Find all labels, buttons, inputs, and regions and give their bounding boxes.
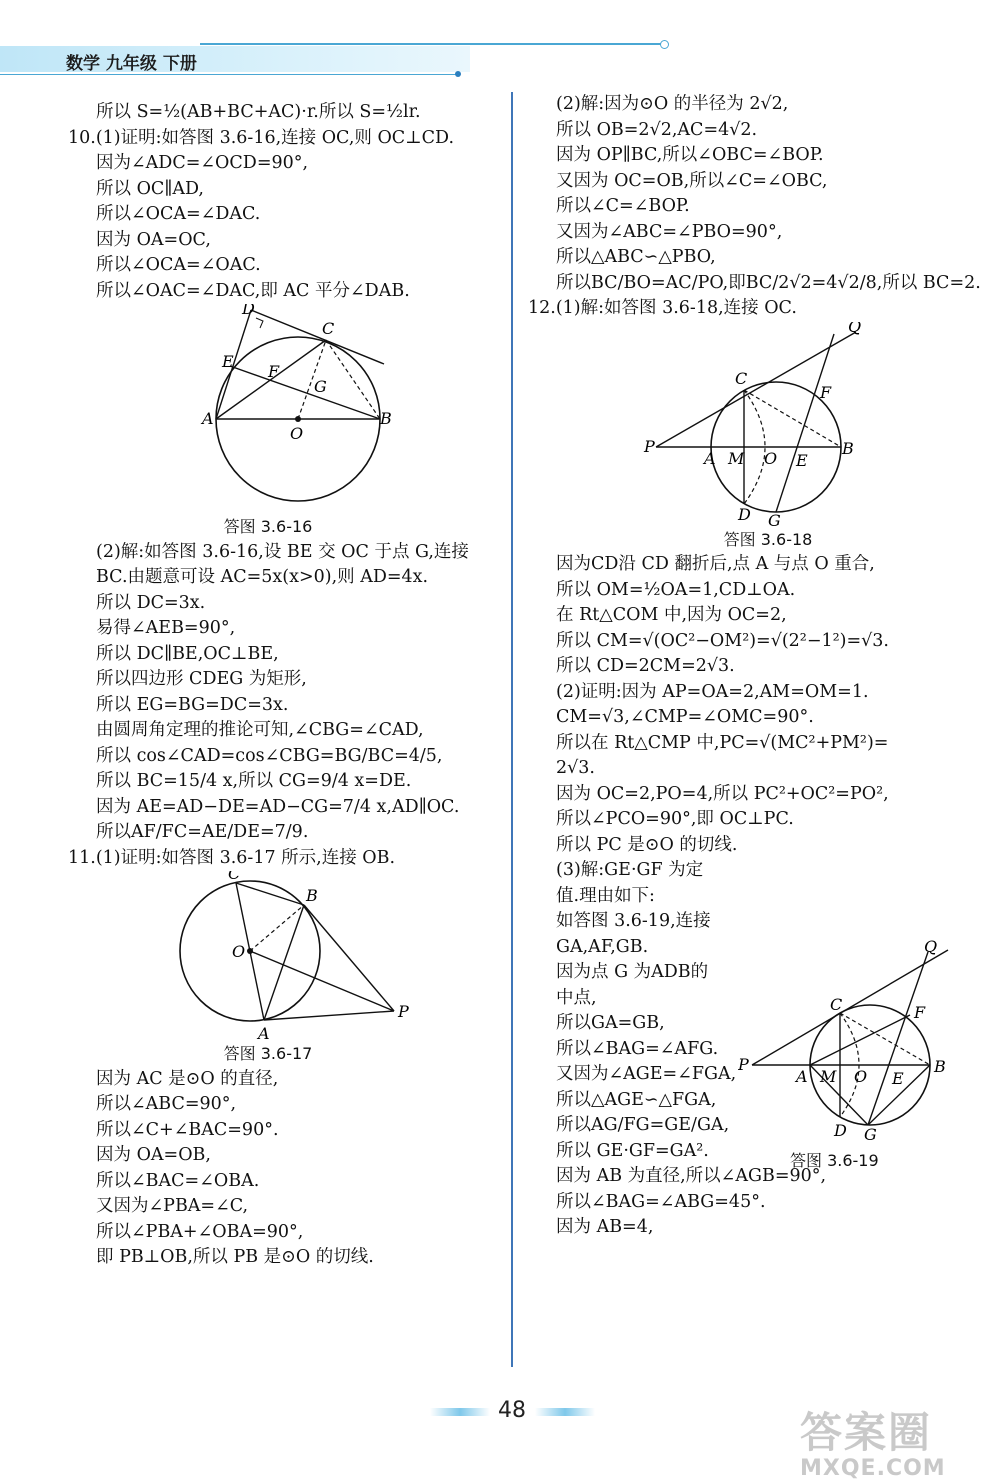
- text-line: 所以∠OCA=∠DAC.: [96, 204, 261, 224]
- svg-text:P: P: [398, 1002, 409, 1021]
- svg-text:B: B: [842, 438, 854, 458]
- svg-text:E: E: [796, 450, 808, 470]
- right-block-a: [528, 92, 981, 322]
- text-line: 所以∠PCO=90°,即 OC⊥PC.: [556, 809, 794, 829]
- svg-text:Q: Q: [848, 321, 862, 336]
- left-block-a: [68, 100, 508, 304]
- text-line: 所以 EG=BG=DC=3x.: [96, 694, 289, 715]
- svg-text:M: M: [728, 448, 745, 468]
- text-line: 因为CD沿 CD 翻折后,点 A 与点 O 重合,: [556, 554, 875, 574]
- page-number: 48: [498, 1398, 526, 1423]
- figure-3-6-19-diagram: [738, 940, 958, 1140]
- text-line: 所以 PC 是⊙O 的切线.: [556, 834, 738, 855]
- watermark-url: MXQE.COM: [800, 1456, 946, 1481]
- text-line: 所以 cos∠CAD=cos∠CBG=BG/BC=4/5,: [96, 745, 443, 766]
- text-line: 所以 OM=½OA=1,CD⊥OA.: [556, 579, 796, 600]
- text-line: 所以 BC=15/4 x,所以 CG=9/4 x=DE.: [96, 771, 412, 791]
- text-line: 所以GA=GB,: [556, 1013, 665, 1033]
- text-line: 又因为 OC=OB,所以∠C=∠OBC,: [556, 170, 828, 191]
- svg-text:F: F: [914, 1003, 926, 1022]
- svg-text:Q: Q: [924, 940, 938, 956]
- header-title: 数学 九年级 下册: [66, 54, 197, 74]
- watermark: [800, 1400, 946, 1481]
- svg-text:D: D: [242, 304, 255, 318]
- svg-text:G: G: [864, 1125, 877, 1140]
- figure-3-6-19-caption: 答图 3.6-19: [790, 1151, 879, 1170]
- text-line: 值.理由如下:: [556, 885, 655, 906]
- svg-text:E: E: [892, 1069, 904, 1088]
- text-line: 10.(1)证明:如答图 3.6-16,连接 OC,则 OC⊥CD.: [68, 127, 455, 148]
- figure-3-6-17-diagram: [68, 871, 508, 1041]
- text-line: CM=√3,∠CMP=∠OMC=90°.: [556, 707, 814, 727]
- figure-3-6-17-caption: 答图 3.6-17: [223, 1044, 313, 1063]
- text-line: 因为 OC=2,PO=4,所以 PC²+OC²=PO²,: [556, 783, 889, 804]
- svg-text:C: C: [228, 871, 241, 883]
- svg-text:O: O: [290, 424, 304, 443]
- text-line: 又因为∠AGE=∠FGA,: [556, 1064, 737, 1084]
- svg-text:C: C: [735, 368, 748, 388]
- text-line: (2)解:因为⊙O 的半径为 2√2,: [556, 94, 789, 114]
- svg-text:M: M: [820, 1067, 837, 1086]
- svg-text:C: C: [830, 995, 843, 1014]
- header-rule-bottom: [0, 74, 460, 75]
- svg-text:A: A: [202, 409, 214, 428]
- text-line: 所以 GE·GF=GA².: [556, 1140, 709, 1161]
- header-dot-bottom: [455, 71, 461, 77]
- page-number-deco-left: [430, 1408, 490, 1416]
- text-line: 所以△AGE∽△FGA,: [556, 1089, 717, 1110]
- svg-text:B: B: [934, 1057, 946, 1076]
- text-line: (2)证明:因为 AP=OA=2,AM=OM=1.: [556, 681, 869, 702]
- text-line: 所以 DC∥BE,OC⊥BE,: [96, 643, 279, 664]
- text-line: BC.由题意可设 AC=5x(x>0),则 AD=4x.: [96, 567, 429, 587]
- text-line: 易得∠AEB=90°,: [96, 618, 236, 638]
- text-line: 由圆周角定理的推论可知,∠CBG=∠CAD,: [96, 720, 424, 740]
- text-line: 所以 CM=√(OC²−OM²)=√(2²−1²)=√3.: [556, 630, 889, 651]
- column-divider: [511, 92, 513, 1367]
- text-line: 11.(1)证明:如答图 3.6-17 所示,连接 OB.: [68, 847, 396, 868]
- figure-3-6-16-caption: 答图 3.6-16: [223, 517, 313, 536]
- text-line: 因为 AE=AD−DE=AD−CG=7/4 x,AD∥OC.: [96, 796, 460, 817]
- figure-3-6-16-diagram: [68, 304, 508, 514]
- text-line: 在 Rt△COM 中,因为 OC=2,: [556, 605, 787, 625]
- text-line: 所以∠OAC=∠DAC,即 AC 平分∠DAB.: [96, 280, 410, 301]
- figure-3-6-18: [528, 322, 968, 527]
- text-line: 所以 DC=3x.: [96, 592, 206, 613]
- page-header: [0, 40, 670, 74]
- text-line: 因为 AB 为直径,所以∠AGB=90°,: [556, 1166, 827, 1186]
- text-line: 所以∠OCA=∠OAC.: [96, 255, 261, 275]
- svg-text:C: C: [322, 319, 335, 338]
- text-line: 因为 OA=OB,: [96, 1145, 211, 1165]
- text-line: 即 PB⊥OB,所以 PB 是⊙O 的切线.: [96, 1247, 374, 1267]
- svg-text:D: D: [738, 504, 751, 524]
- left-block-c: [68, 1067, 508, 1271]
- text-line: 因为点 G 为ADB的: [556, 962, 709, 982]
- text-line: 因为 OP∥BC,所以∠OBC=∠BOP.: [556, 145, 824, 165]
- text-line: 所以 OB=2√2,AC=4√2.: [556, 119, 758, 140]
- page-number-deco-right: [535, 1408, 595, 1416]
- svg-text:O: O: [764, 448, 778, 468]
- svg-text:O: O: [232, 942, 246, 961]
- text-line: 因为 AC 是⊙O 的直径,: [96, 1068, 279, 1089]
- svg-text:D: D: [834, 1121, 847, 1140]
- svg-text:G: G: [314, 377, 327, 396]
- text-line: 所以AG/FG=GE/GA,: [556, 1115, 730, 1135]
- text-line: 所以AF/FC=AE/DE=7/9.: [96, 822, 309, 842]
- svg-text:F: F: [268, 362, 280, 381]
- watermark-mark: 答案圈: [800, 1408, 933, 1457]
- figure-3-6-17: [68, 871, 508, 1041]
- svg-text:O: O: [854, 1067, 868, 1086]
- text-line: 因为 AB=4,: [556, 1217, 654, 1237]
- text-line: 所以BC/BO=AC/PO,即BC/2√2=4√2/8,所以 BC=2.: [556, 272, 981, 293]
- header-rule: [200, 43, 662, 45]
- text-line: 所以 CD=2CM=2√3.: [556, 656, 735, 676]
- text-line: (3)解:GE·GF 为定: [556, 860, 704, 880]
- svg-text:A: A: [258, 1024, 270, 1041]
- text-line: GA,AF,GB.: [556, 936, 649, 957]
- text-line: 所以∠C=∠BOP.: [556, 196, 690, 216]
- svg-text:P: P: [644, 436, 655, 456]
- text-line: 中点,: [556, 987, 597, 1008]
- figure-3-6-18-diagram: [528, 322, 968, 527]
- text-line: 2√3.: [556, 758, 595, 778]
- svg-text:A: A: [796, 1067, 808, 1086]
- text-line: 所以∠PBA+∠OBA=90°,: [96, 1221, 304, 1242]
- text-line: 因为∠ADC=∠OCD=90°,: [96, 153, 309, 173]
- text-line: 所以∠BAG=∠ABG=45°.: [556, 1191, 766, 1212]
- svg-text:B: B: [306, 886, 318, 905]
- text-line: 所以 OC∥AD,: [96, 178, 204, 199]
- left-block-b: [68, 540, 508, 872]
- svg-text:B: B: [380, 409, 392, 428]
- svg-text:F: F: [820, 382, 832, 402]
- text-line: 所以∠ABC=90°,: [96, 1094, 237, 1114]
- text-line: 所以在 Rt△CMP 中,PC=√(MC²+PM²)=: [556, 732, 889, 753]
- text-line: 又因为∠ABC=∠PBO=90°,: [556, 221, 783, 242]
- header-dot: [660, 40, 669, 49]
- text-line: 如答图 3.6-19,连接: [556, 911, 711, 931]
- text-line: 又因为∠PBA=∠C,: [96, 1196, 249, 1216]
- text-line: 所以△ABC∽△PBO,: [556, 247, 716, 267]
- text-line: 所以∠BAC=∠OBA.: [96, 1170, 260, 1191]
- svg-text:E: E: [222, 352, 234, 371]
- text-line: 因为 OA=OC,: [96, 229, 211, 250]
- text-line: 所以 S=½(AB+BC+AC)·r.所以 S=½lr.: [96, 102, 421, 122]
- left-column: [68, 100, 508, 1271]
- text-line: 所以四边形 CDEG 为矩形,: [96, 669, 307, 689]
- text-line: 12.(1)解:如答图 3.6-18,连接 OC.: [528, 298, 797, 318]
- svg-text:G: G: [768, 510, 781, 527]
- svg-text:P: P: [738, 1055, 749, 1074]
- text-line: 所以∠BAG=∠AFG.: [556, 1038, 719, 1059]
- figure-3-6-19: [738, 940, 958, 1140]
- text-line: (2)解:如答图 3.6-16,设 BE 交 OC 于点 G,连接: [96, 541, 469, 562]
- figure-3-6-18-caption: 答图 3.6-18: [723, 529, 813, 549]
- text-line: 所以∠C+∠BAC=90°.: [96, 1119, 279, 1140]
- svg-text:A: A: [704, 448, 716, 468]
- figure-3-6-16: [68, 304, 508, 514]
